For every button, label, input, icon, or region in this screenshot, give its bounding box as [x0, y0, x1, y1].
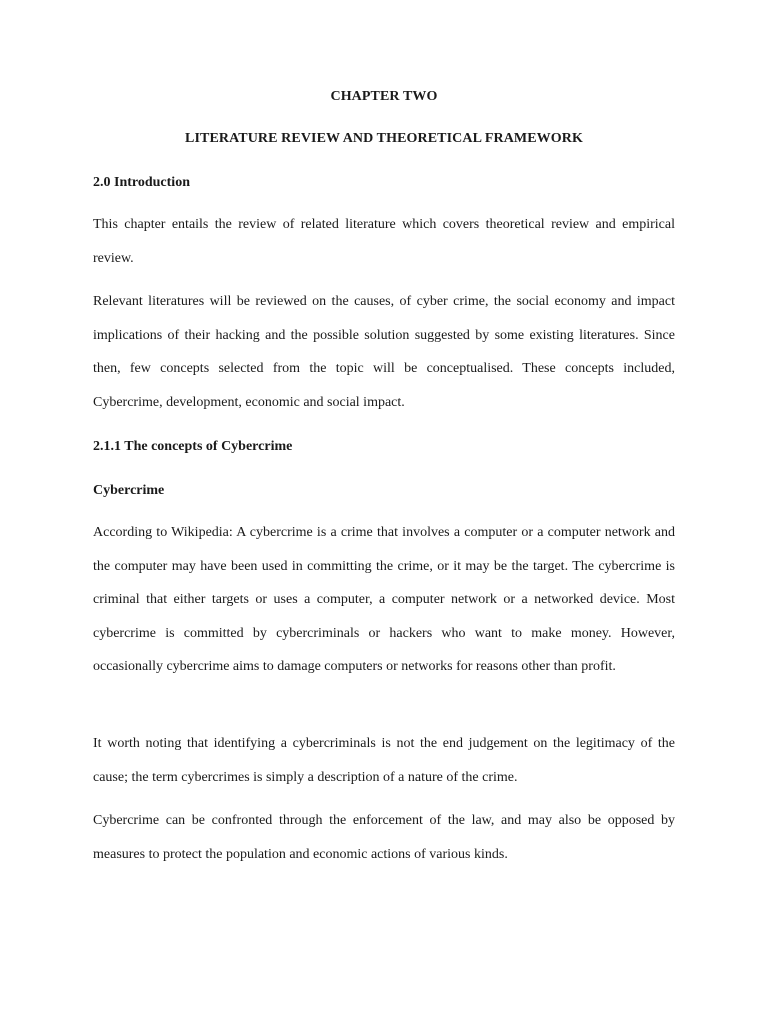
paragraph-cybercrime-definition: According to Wikipedia: A cybercrime is a crime that involves a computer or a computer network and the computer may have been used in committing the crime, or it may be the target. The cybercrime is criminal that either targets or uses a computer, a computer network or a networked device. Most cybercrime is committed by cybercriminals or hackers who want to make money. However, occasionally cybercrime aims to damage computers or networks for reasons other than profit. — [93, 525, 675, 674]
chapter-subtitle: LITERATURE REVIEW AND THEORETICAL FRAMEWORK — [185, 131, 583, 146]
subsection-heading-cybercrime: Cybercrime — [93, 483, 165, 498]
paragraph-intro-2: Relevant literatures will be reviewed on the causes, of cyber crime, the social economy and impact implications of their hacking and the possible solution suggested by some existing literatures. Since then, few concepts selected from the topic will be conceptualised. These concepts included, Cybercrime, development, economic and social impact. — [93, 294, 675, 410]
section-heading-introduction: 2.0 Introduction — [93, 175, 190, 190]
paragraph-cybercrime-confront: Cybercrime can be confronted through the enforcement of the law, and may also be opposed by measures to protect the population and economic actions of various kinds. — [93, 813, 675, 862]
paragraph-intro-1: This chapter entails the review of related literature which covers theoretical review and empirical review. — [93, 217, 675, 266]
section-heading-concepts: 2.1.1 The concepts of Cybercrime — [93, 439, 293, 454]
chapter-title: CHAPTER TWO — [330, 89, 438, 104]
paragraph-cybercrime-note: It worth noting that identifying a cybercriminals is not the end judgement on the legitimacy of the cause; the term cybercrimes is simply a description of a nature of the crime. — [93, 736, 675, 785]
